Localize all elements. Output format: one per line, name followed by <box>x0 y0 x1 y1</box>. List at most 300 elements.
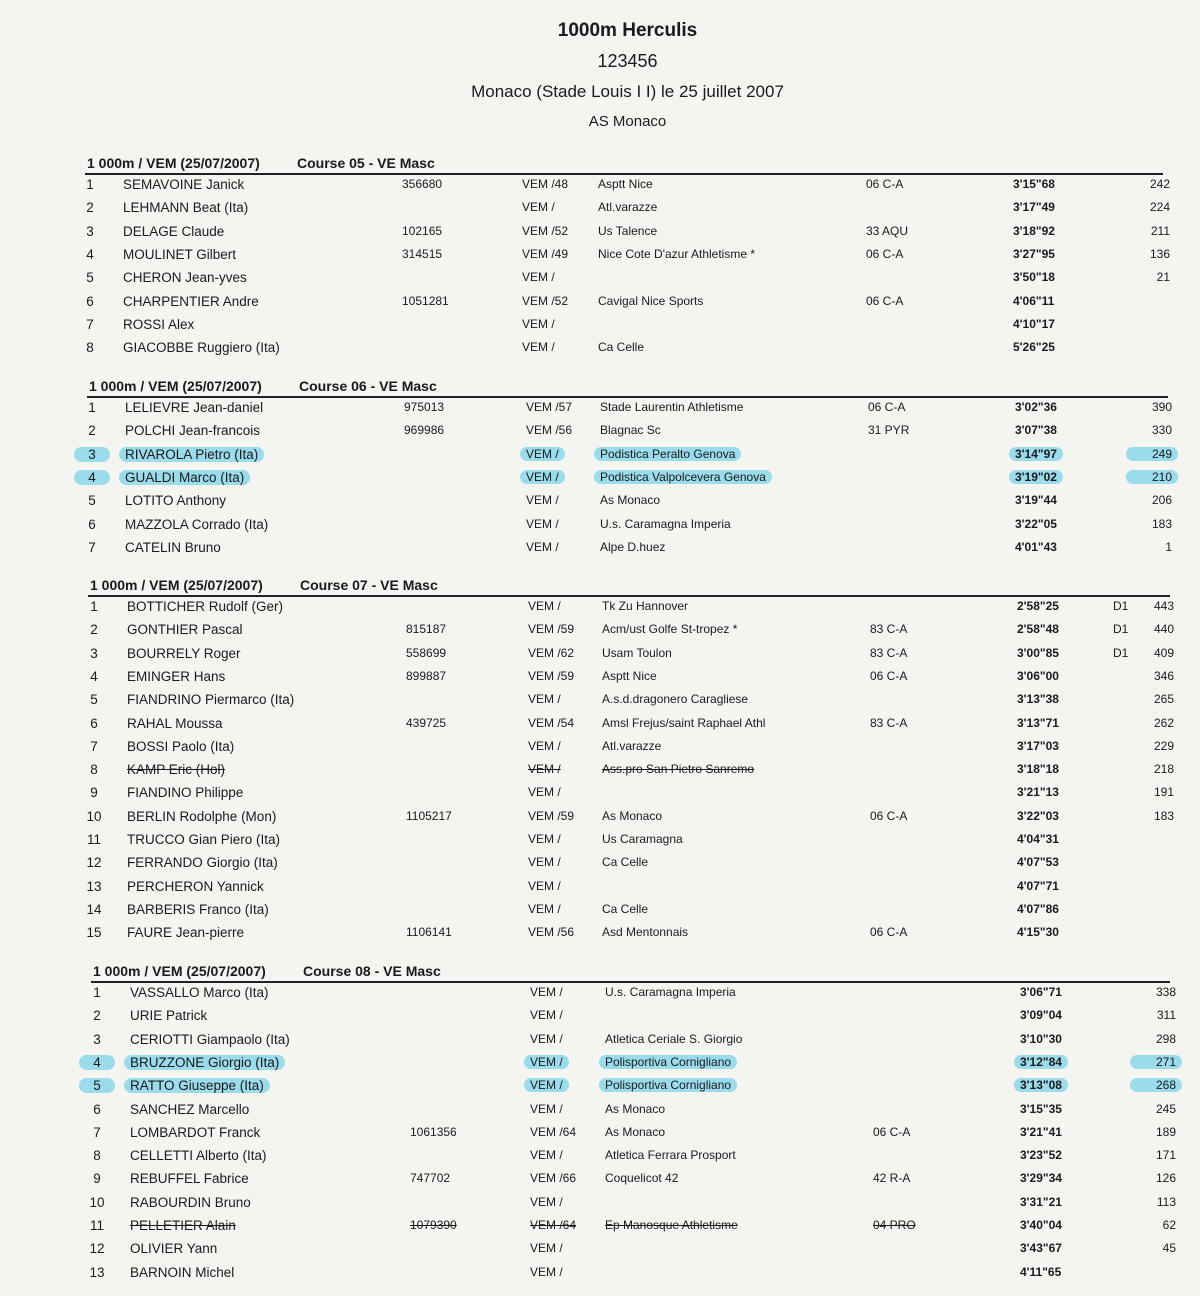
result-time: 3'13"71 <box>1017 715 1059 730</box>
result-rank: 8 <box>90 762 98 778</box>
result-row <box>0 1171 1200 1194</box>
result-name: BARNOIN Michel <box>130 1264 235 1280</box>
result-club: Tk Zu Hannover <box>602 599 689 613</box>
result-rank: 4 <box>86 246 94 262</box>
result-points: 409 <box>1153 645 1174 660</box>
result-time: 3'02"36 <box>1015 400 1057 414</box>
result-category: VEM / <box>526 493 559 508</box>
result-name: ROSSI Alex <box>123 316 195 332</box>
result-category: VEM / <box>522 340 555 355</box>
course-event: 1 000m / VEM (25/07/2007) <box>90 577 263 593</box>
result-rank: 7 <box>90 738 98 754</box>
result-license: 1061356 <box>410 1124 457 1139</box>
result-rank: 8 <box>86 340 94 356</box>
result-rank: 9 <box>90 785 98 801</box>
result-name: SANCHEZ Marcello <box>130 1101 250 1117</box>
result-rank: 14 <box>86 901 102 917</box>
result-name: FIANDRINO Piermarco (Ita) <box>127 692 295 708</box>
result-row <box>0 855 1200 878</box>
result-club: As Monaco <box>605 1101 666 1116</box>
result-rank: 5 <box>86 270 94 286</box>
result-club: Atl.varazze <box>602 738 662 753</box>
result-points: 265 <box>1153 692 1174 707</box>
result-name: GUALDI Marco (Ita) <box>119 470 250 485</box>
result-row <box>0 1032 1200 1055</box>
result-name: RATTO Giuseppe (Ita) <box>124 1078 270 1093</box>
result-club: A.s.d.dragonero Caragliese <box>602 692 749 707</box>
result-rank: 5 <box>90 692 98 708</box>
result-row <box>0 1008 1200 1031</box>
result-points: 346 <box>1153 668 1174 683</box>
result-time: 3'15"68 <box>1013 177 1055 191</box>
result-club: Polisportiva Cornigliano <box>599 1078 737 1092</box>
result-club: Asptt Nice <box>598 177 653 191</box>
result-row <box>0 493 1200 516</box>
result-dept: 33 AQU <box>866 223 909 238</box>
result-club: Ca Celle <box>602 901 649 916</box>
result-points: 136 <box>1149 246 1170 261</box>
result-name: RAHAL Moussa <box>127 715 223 731</box>
result-category: VEM / <box>528 692 561 707</box>
result-row <box>0 902 1200 925</box>
result-points: 126 <box>1155 1171 1176 1186</box>
course-divider <box>85 173 1163 175</box>
result-category: VEM /52 <box>522 293 569 308</box>
result-category: VEM /56 <box>528 925 575 940</box>
result-row <box>0 716 1200 739</box>
result-name: FERRANDO Giorgio (Ita) <box>127 855 278 871</box>
result-name: PELLETIER Alain <box>130 1218 236 1233</box>
result-category: VEM / <box>530 985 563 999</box>
course-label: Course 06 - VE Masc <box>299 378 437 394</box>
result-license: 102165 <box>402 223 443 238</box>
result-rank: 15 <box>86 925 102 941</box>
course-heading <box>90 577 438 593</box>
result-time: 2'58"48 <box>1017 622 1059 637</box>
result-row <box>0 1218 1200 1241</box>
result-category: VEM /59 <box>528 622 575 637</box>
result-name: CHARPENTIER Andre <box>123 293 259 309</box>
result-license: 1106141 <box>406 925 452 940</box>
meeting-organizer: AS Monaco <box>588 113 667 130</box>
result-category: VEM / <box>530 1264 563 1279</box>
result-points: 298 <box>1155 1031 1176 1046</box>
result-rank: 6 <box>88 516 96 532</box>
result-club: Acm/ust Golfe St-tropez * <box>602 622 738 637</box>
result-row <box>0 692 1200 715</box>
result-dept: 06 C-A <box>868 400 906 414</box>
result-rank: 4 <box>90 668 98 684</box>
result-dept: 06 C-A <box>866 246 904 261</box>
result-name: FAURE Jean-pierre <box>127 925 245 941</box>
result-category: VEM /57 <box>526 400 573 414</box>
result-club: Blagnac Sc <box>600 423 661 438</box>
result-row <box>0 340 1200 363</box>
result-rank: 2 <box>90 622 98 638</box>
result-time: 3'06"00 <box>1017 668 1059 683</box>
result-time: 3'14"97 <box>1009 447 1063 461</box>
result-rank: 3 <box>74 447 110 462</box>
result-points: 21 <box>1156 270 1170 285</box>
result-club: Ass.pro San Pietro Sanremo <box>602 762 755 777</box>
result-row <box>0 1125 1200 1148</box>
result-name: CERIOTTI Giampaolo (Ita) <box>130 1031 290 1047</box>
result-name: LEHMANN Beat (Ita) <box>123 200 249 216</box>
result-rank: 4 <box>74 470 110 485</box>
result-points: 330 <box>1151 423 1172 438</box>
result-points: 229 <box>1153 738 1174 753</box>
result-time: 3'40"04 <box>1020 1218 1062 1232</box>
result-name: CHERON Jean-yves <box>123 270 247 286</box>
result-category: VEM /66 <box>530 1171 577 1186</box>
result-points: 224 <box>1149 200 1170 215</box>
result-rank: 12 <box>86 855 102 871</box>
result-category: VEM / <box>528 901 561 916</box>
result-name: RABOURDIN Bruno <box>130 1194 251 1210</box>
result-points: 113 <box>1156 1194 1176 1209</box>
result-time: 3'00"85 <box>1017 645 1059 660</box>
result-rank: 8 <box>93 1148 101 1164</box>
result-name: BERLIN Rodolphe (Mon) <box>127 808 277 824</box>
result-row <box>0 470 1200 493</box>
result-time: 3'31"21 <box>1020 1194 1062 1209</box>
result-points: 443 <box>1153 599 1174 613</box>
result-row <box>0 646 1200 669</box>
result-note: D1 <box>1113 599 1129 613</box>
result-row <box>0 317 1200 340</box>
result-category: VEM /52 <box>522 223 569 238</box>
result-category: VEM / <box>528 785 561 800</box>
result-row <box>0 1078 1200 1101</box>
result-points: 183 <box>1153 808 1174 823</box>
result-points: 242 <box>1149 177 1170 191</box>
result-points: 218 <box>1153 762 1174 777</box>
result-club: Asd Mentonnais <box>602 925 689 940</box>
result-rank: 6 <box>90 715 98 731</box>
result-name: BOSSI Paolo (Ita) <box>127 738 235 754</box>
result-club: Alpe D.huez <box>600 539 666 554</box>
result-row <box>0 1148 1200 1171</box>
result-club: As Monaco <box>602 808 663 823</box>
result-license: 815187 <box>406 622 447 637</box>
result-time: 4'15"30 <box>1017 925 1059 940</box>
result-club: Us Talence <box>598 223 658 238</box>
course-heading <box>89 378 437 394</box>
result-name: GONTHIER Pascal <box>127 622 243 638</box>
result-dept: 06 C-A <box>873 1124 911 1139</box>
result-name: BOURRELY Roger <box>127 645 241 661</box>
result-name: BOTTICHER Rudolf (Ger) <box>127 599 284 614</box>
result-name: MAZZOLA Corrado (Ita) <box>125 516 269 532</box>
result-club: Amsl Frejus/saint Raphael Athl <box>602 715 766 730</box>
result-rank: 2 <box>93 1008 101 1024</box>
result-row <box>0 669 1200 692</box>
result-rank: 7 <box>88 539 96 555</box>
result-row <box>0 1241 1200 1264</box>
result-rank: 3 <box>90 645 98 661</box>
result-time: 3'13"08 <box>1014 1078 1068 1092</box>
result-time: 5'26"25 <box>1013 340 1055 355</box>
result-category: VEM /64 <box>530 1124 577 1139</box>
result-row <box>0 447 1200 470</box>
result-row <box>0 985 1200 1008</box>
result-time: 3'15"35 <box>1020 1101 1062 1116</box>
result-time: 3'19"02 <box>1009 470 1063 484</box>
result-license: 969986 <box>404 423 445 438</box>
result-row <box>0 925 1200 948</box>
result-club: Ca Celle <box>602 855 649 870</box>
course-divider <box>88 595 1170 597</box>
result-row <box>0 224 1200 247</box>
result-rank: 11 <box>86 832 101 847</box>
result-license: 558699 <box>406 645 447 660</box>
result-points: 211 <box>1150 223 1170 238</box>
result-row <box>0 622 1200 645</box>
result-club: Atl.varazze <box>598 200 658 215</box>
result-points: 311 <box>1156 1008 1176 1023</box>
result-dept: 04 PRO <box>873 1218 916 1232</box>
result-name: RIVAROLA Pietro (Ita) <box>119 447 264 462</box>
result-row <box>0 762 1200 785</box>
result-dept: 06 C-A <box>870 668 908 683</box>
result-time: 4'06"11 <box>1013 293 1055 308</box>
result-club: As Monaco <box>605 1124 666 1139</box>
result-time: 3'12"84 <box>1014 1055 1068 1069</box>
result-points: 262 <box>1153 715 1174 730</box>
result-time: 3'22"03 <box>1017 808 1059 823</box>
result-time: 4'07"86 <box>1017 901 1059 916</box>
course-label: Course 07 - VE Masc <box>300 577 438 593</box>
result-license: 747702 <box>410 1171 451 1186</box>
result-row <box>0 832 1200 855</box>
result-row <box>0 540 1200 563</box>
result-dept: 06 C-A <box>866 177 904 191</box>
result-name: BRUZZONE Giorgio (Ita) <box>124 1055 285 1070</box>
result-points: 191 <box>1153 785 1174 800</box>
course-heading <box>93 963 441 979</box>
result-category: VEM / <box>524 1055 569 1069</box>
result-rank: 1 <box>90 599 98 614</box>
result-time: 4'07"53 <box>1017 855 1059 870</box>
result-club: U.s. Caramagna Imperia <box>605 985 736 999</box>
result-row <box>0 1265 1200 1288</box>
result-row <box>0 270 1200 293</box>
result-row <box>0 1055 1200 1078</box>
result-dept: 06 C-A <box>870 808 908 823</box>
result-row <box>0 400 1200 423</box>
result-points: 62 <box>1162 1218 1176 1232</box>
result-name: PERCHERON Yannick <box>127 878 264 894</box>
result-rank: 5 <box>88 493 96 509</box>
result-time: 3'17"49 <box>1013 200 1055 215</box>
result-points: 390 <box>1151 400 1172 414</box>
result-row <box>0 247 1200 270</box>
result-license: 899887 <box>406 668 447 683</box>
result-category: VEM /62 <box>528 645 575 660</box>
result-license: 1105217 <box>406 808 452 823</box>
result-time: 3'06"71 <box>1020 985 1062 999</box>
result-category: VEM / <box>528 762 561 777</box>
result-time: 4'10"17 <box>1013 316 1055 331</box>
result-time: 3'10"30 <box>1020 1031 1062 1046</box>
result-name: MOULINET Gilbert <box>123 246 237 262</box>
result-category: VEM / <box>530 1008 563 1023</box>
meeting-location: Monaco (Stade Louis I I) le 25 juillet 2007 <box>471 82 784 101</box>
result-category: VEM / <box>530 1194 563 1209</box>
result-name: VASSALLO Marco (Ita) <box>130 985 269 1000</box>
course-event: 1 000m / VEM (25/07/2007) <box>87 155 260 171</box>
result-name: BARBERIS Franco (Ita) <box>127 901 269 917</box>
result-license: 356680 <box>402 177 443 191</box>
result-rank: 7 <box>86 316 94 332</box>
result-points: 271 <box>1130 1055 1182 1069</box>
result-points: 45 <box>1162 1241 1176 1256</box>
result-time: 3'07"38 <box>1015 423 1057 438</box>
result-row <box>0 809 1200 832</box>
result-category: VEM /64 <box>530 1218 577 1232</box>
result-row <box>0 294 1200 317</box>
result-time: 3'17"03 <box>1017 738 1059 753</box>
result-name: LOTITO Anthony <box>125 493 227 509</box>
result-category: VEM /54 <box>528 715 575 730</box>
result-category: VEM / <box>530 1148 563 1163</box>
result-name: DELAGE Claude <box>123 223 225 239</box>
result-rank: 1 <box>86 177 94 192</box>
course-divider <box>91 981 1170 983</box>
result-points: 183 <box>1151 516 1172 531</box>
result-rank: 3 <box>86 223 94 239</box>
result-club: Stade Laurentin Athletisme <box>600 400 744 414</box>
result-category: VEM / <box>522 270 555 285</box>
result-time: 4'04"31 <box>1017 832 1059 846</box>
result-club: Cavigal Nice Sports <box>598 293 704 308</box>
result-dept: 42 R-A <box>873 1171 911 1186</box>
result-rank: 10 <box>86 808 102 824</box>
result-category: VEM / <box>528 599 561 613</box>
result-rank: 10 <box>89 1194 105 1210</box>
result-category: VEM / <box>526 539 559 554</box>
result-club: Nice Cote D'azur Athletisme * <box>598 246 756 261</box>
result-time: 3'50"18 <box>1013 270 1055 285</box>
result-time: 3'21"41 <box>1020 1124 1062 1139</box>
result-row <box>0 423 1200 446</box>
result-points: 249 <box>1126 447 1178 461</box>
result-club: As Monaco <box>600 493 661 508</box>
result-club: Atletica Ferrara Prosport <box>605 1148 736 1163</box>
result-points: 268 <box>1130 1078 1182 1092</box>
result-club: Ep Manosque Athletisme <box>605 1218 738 1232</box>
result-club: Atletica Ceriale S. Giorgio <box>605 1031 743 1046</box>
result-time: 3'13"38 <box>1017 692 1059 707</box>
result-category: VEM / <box>520 447 565 461</box>
result-category: VEM / <box>520 470 565 484</box>
result-row <box>0 1102 1200 1125</box>
result-time: 3'18"92 <box>1013 223 1055 238</box>
result-club: Coquelicot 42 <box>605 1171 679 1186</box>
course-label: Course 05 - VE Masc <box>297 155 435 171</box>
result-rank: 6 <box>93 1101 101 1117</box>
result-category: VEM /59 <box>528 808 575 823</box>
course-event: 1 000m / VEM (25/07/2007) <box>89 378 262 394</box>
result-note: D1 <box>1113 622 1129 637</box>
result-time: 3'18"18 <box>1017 762 1059 777</box>
result-dept: 83 C-A <box>870 715 908 730</box>
course-divider <box>87 396 1168 398</box>
result-category: VEM / <box>528 832 561 846</box>
result-name: CELLETTI Alberto (Ita) <box>130 1148 267 1164</box>
result-rank: 7 <box>93 1124 101 1140</box>
result-category: VEM /56 <box>526 423 573 438</box>
result-time: 4'07"71 <box>1017 878 1059 893</box>
result-category: VEM /59 <box>528 668 575 683</box>
result-note: D1 <box>1113 645 1129 660</box>
result-time: 3'21"13 <box>1017 785 1059 800</box>
result-time: 3'19"44 <box>1015 493 1057 508</box>
result-category: VEM /48 <box>522 177 569 191</box>
result-category: VEM / <box>526 516 559 531</box>
result-rank: 5 <box>79 1078 115 1093</box>
result-points: 245 <box>1155 1101 1176 1116</box>
course-heading <box>87 155 435 171</box>
result-points: 440 <box>1153 622 1174 637</box>
result-category: VEM / <box>524 1078 569 1092</box>
result-club: Podistica Valpolcevera Genova <box>594 470 772 484</box>
result-row <box>0 785 1200 808</box>
result-license: 975013 <box>404 400 445 414</box>
result-club: Asptt Nice <box>602 668 657 683</box>
result-rank: 13 <box>89 1264 105 1280</box>
result-category: VEM / <box>528 855 561 870</box>
result-name: KAMP Eric (Hol) <box>127 762 226 778</box>
result-row <box>0 739 1200 762</box>
result-rank: 9 <box>93 1171 101 1187</box>
result-row <box>0 517 1200 540</box>
result-dept: 06 C-A <box>870 925 908 940</box>
result-category: VEM / <box>522 200 555 215</box>
result-points: 210 <box>1126 470 1178 484</box>
result-name: URIE Patrick <box>130 1008 208 1024</box>
result-name: LOMBARDOT Franck <box>130 1124 261 1140</box>
result-row <box>0 177 1200 200</box>
result-rank: 12 <box>89 1241 105 1257</box>
result-time: 3'22"05 <box>1015 516 1057 531</box>
result-dept: 83 C-A <box>870 622 908 637</box>
result-name: SEMAVOINE Janick <box>123 177 245 192</box>
result-name: OLIVIER Yann <box>130 1241 218 1257</box>
course-label: Course 08 - VE Masc <box>303 963 441 979</box>
result-points: 1 <box>1165 539 1172 554</box>
result-rank: 1 <box>88 400 96 415</box>
result-category: VEM / <box>530 1241 563 1256</box>
result-name: EMINGER Hans <box>127 668 226 684</box>
result-category: VEM / <box>530 1031 563 1046</box>
course-event: 1 000m / VEM (25/07/2007) <box>93 963 266 979</box>
result-row <box>0 879 1200 902</box>
result-row <box>0 200 1200 223</box>
result-name: LELIEVRE Jean-daniel <box>125 400 264 415</box>
result-rank: 4 <box>79 1055 115 1070</box>
result-license: 439725 <box>406 715 447 730</box>
result-name: REBUFFEL Fabrice <box>130 1171 249 1187</box>
result-license: 1051281 <box>402 293 449 308</box>
result-club: U.s. Caramagna Imperia <box>600 516 731 531</box>
result-club: Us Caramagna <box>602 832 683 846</box>
result-row <box>0 1195 1200 1218</box>
result-name: CATELIN Bruno <box>125 539 221 555</box>
result-time: 4'11"65 <box>1020 1264 1062 1279</box>
result-name: TRUCCO Gian Piero (Ita) <box>127 832 281 847</box>
result-dept: 31 PYR <box>868 423 910 438</box>
